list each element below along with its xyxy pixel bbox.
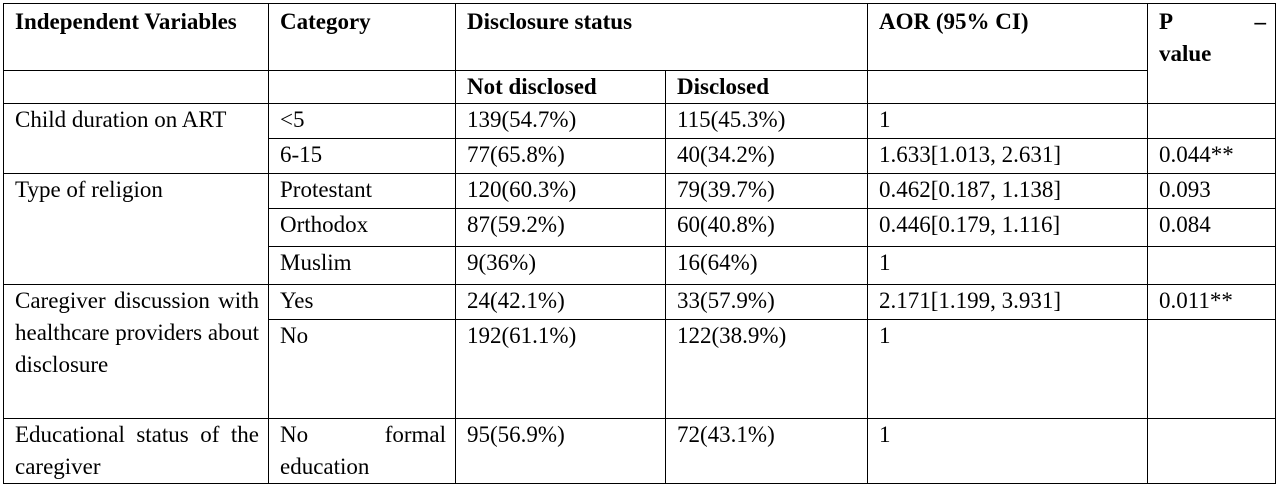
aor-cell: 1 [868,247,1148,285]
category-cell: 6-15 [269,139,456,174]
not-disclosed-cell: 139(54.7%) [456,104,666,139]
not-disclosed-cell: 9(36%) [456,247,666,285]
p-value-cell: 0.093 [1148,174,1276,209]
subheader-empty-variable [4,71,269,104]
header-p-value-value: value [1159,41,1212,66]
not-disclosed-cell: 95(56.9%) [456,419,666,484]
disclosed-cell: 33(57.9%) [666,285,868,320]
category-cell: No formal education [269,419,456,484]
disclosed-cell: 115(45.3%) [666,104,868,139]
aor-cell: 1 [868,104,1148,139]
table-row [4,419,1276,484]
not-disclosed-cell: 120(60.3%) [456,174,666,209]
not-disclosed-cell: 87(59.2%) [456,209,666,247]
disclosed-cell: 79(39.7%) [666,174,868,209]
header-p-value [1148,4,1276,104]
disclosed-cell: 16(64%) [666,247,868,285]
header-disclosure-status: Disclosure status [456,4,868,71]
subheader-empty-category [269,71,456,104]
header-not-disclosed: Not disclosed [456,71,666,104]
aor-cell: 0.462[0.187, 1.138] [868,174,1148,209]
variable-cell: Educational status of the caregiver [4,419,269,484]
variable-cell: Caregiver discussion with healthcare providers about disclosure [4,285,269,419]
p-value-cell: 0.011** [1148,285,1276,320]
results-table [3,3,1276,484]
disclosed-cell: 72(43.1%) [666,419,868,484]
table-row [4,174,1276,209]
category-cell: No [269,320,456,419]
aor-cell: 2.171[1.199, 3.931] [868,285,1148,320]
aor-cell: 1 [868,419,1148,484]
not-disclosed-cell: 24(42.1%) [456,285,666,320]
header-category: Category [269,4,456,71]
category-cell: Muslim [269,247,456,285]
p-value-cell: 0.044** [1148,139,1276,174]
subheader-row [4,71,1276,104]
category-cell: Orthodox [269,209,456,247]
not-disclosed-cell: 77(65.8%) [456,139,666,174]
p-value-cell [1148,320,1276,419]
aor-cell: 1 [868,320,1148,419]
header-disclosed: Disclosed [666,71,868,104]
header-row [4,4,1276,71]
disclosed-cell: 60(40.8%) [666,209,868,247]
p-value-cell: 0.084 [1148,209,1276,247]
category-cell: <5 [269,104,456,139]
header-independent-variables: Independent Variables [4,4,269,71]
not-disclosed-cell: 192(61.1%) [456,320,666,419]
header-p-value-p: P [1159,9,1174,34]
table-row [4,104,1276,139]
disclosed-cell: 40(34.2%) [666,139,868,174]
p-value-cell [1148,419,1276,484]
category-cell: Protestant [269,174,456,209]
variable-cell: Child duration on ART [4,104,269,174]
aor-cell: 0.446[0.179, 1.116] [868,209,1148,247]
subheader-empty-aor [868,71,1148,104]
table-row [4,285,1276,320]
header-aor: AOR (95% CI) [868,4,1148,71]
header-p-value-dash: – [1254,9,1266,34]
variable-cell: Type of religion [4,174,269,285]
p-value-cell [1148,247,1276,285]
category-cell: Yes [269,285,456,320]
disclosed-cell: 122(38.9%) [666,320,868,419]
p-value-cell [1148,104,1276,139]
aor-cell: 1.633[1.013, 2.631] [868,139,1148,174]
